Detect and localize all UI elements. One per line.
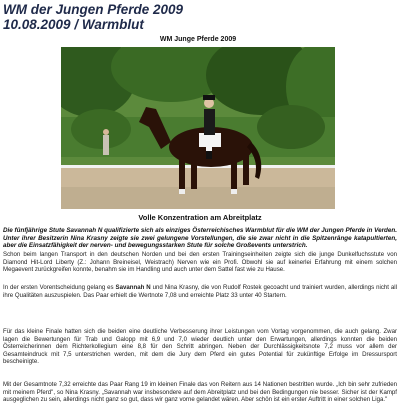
- paragraph-first-round-end: und Nina Krasny, die von Rudolf Rostek gecoacht und trainiert wurden, allerdings nicht all ihre Qualitäten auszuspielen. Das Paar erhielt die Wertnote 7,08 und erreichte Platz 33 unter 40 Startern.: [3, 284, 397, 299]
- dressage-photo: [61, 47, 335, 209]
- photo-card: [58, 36, 338, 210]
- paragraph-result: Mit der Gesamtnote 7,32 erreichte das Paar Rang 19 im kleinen Finale das von Reitern aus 14 Nationen bestritten wurde. „Ich bin sehr zufrieden mit meinem Pferd", so Nina Krasny. „Savannah war insbesondere auf dem Abreitplatz und bei den Bedingungen nie besser. Sicher ist der Kampf ausgeglichen zu sein, allerdings nicht ganz so gut, dass wir ganz vorne gelandet wären. Aber schön ist ein erster Auftritt in einer solchen Liga.": [3, 381, 397, 404]
- article-header: [3, 2, 397, 32]
- horse-rider-photo-icon: [61, 47, 335, 209]
- paragraph-small-final: Für das kleine Finale hatten sich die beiden eine deutliche Verbesserung ihrer Leistungen vom Vortag vorgenommen, die auch gelang. Zwar lagen die Bewertungen für Trab und Galopp mit 6,9 und 7,0 wieder deutlich unter den Erwartungen, allerdings konnten die beiden Österreicherinnen dem Richterkollegium eine 8,8 für den Schritt abringen. Neben der Durchlässigkeitsnote 7,2 muss vor allem der Gesamteindruck mit 7,5 unterstrichen werden, mit dem die Jury dem Pferd ein gutes Potential für zukünftige Erfolge im Dressursport bescheinigte.: [3, 328, 397, 366]
- article-lead: Die fünfjährige Stute Savannah N qualifizierte sich als einziges Österreichisches Warmblut für die WM der Jungen Pferde in Verden. Unter ihrer Besitzerin Nina Krasny zeigte sie zwei gelungene Vorstellungen, die sie zwar nicht in die Spitzenränge katapultierten, aber die Einsatzfähigkeit der nerven- und bewegungsstarken Stute für solche Großevents unterstrich.: [3, 227, 397, 250]
- photo-caption: Volle Konzentration am Abreitplatz: [138, 213, 262, 222]
- paragraph-transport: Schon beim langen Transport in den deutschen Norden und bei den ersten Trainingseinheiten zeigte sich die junge Dunkelfuchsstute von Diamond Hit-Lord Liberty (Z.: Johann Breineisel, Weistrach) Nerven wie ein Profi. Obwohl sie auf keinerlei Erfahrung mit einem solchen Megaevent zurückgreifen konnte, benahm sie im Handling und auch unter dem Sattel fast wie zu Hause.: [3, 251, 397, 274]
- horse-name: Savannah N: [115, 284, 151, 291]
- paragraph-first-round: [3, 284, 397, 299]
- event-date-category: 10.08.2009 / Warmblut: [3, 17, 144, 32]
- event-title: WM der Jungen Pferde 2009: [3, 2, 184, 17]
- paragraph-first-round-start: In der ersten Vorentscheidung gelang es: [3, 284, 116, 291]
- photo-top-caption: WM Junge Pferde 2009: [159, 36, 237, 43]
